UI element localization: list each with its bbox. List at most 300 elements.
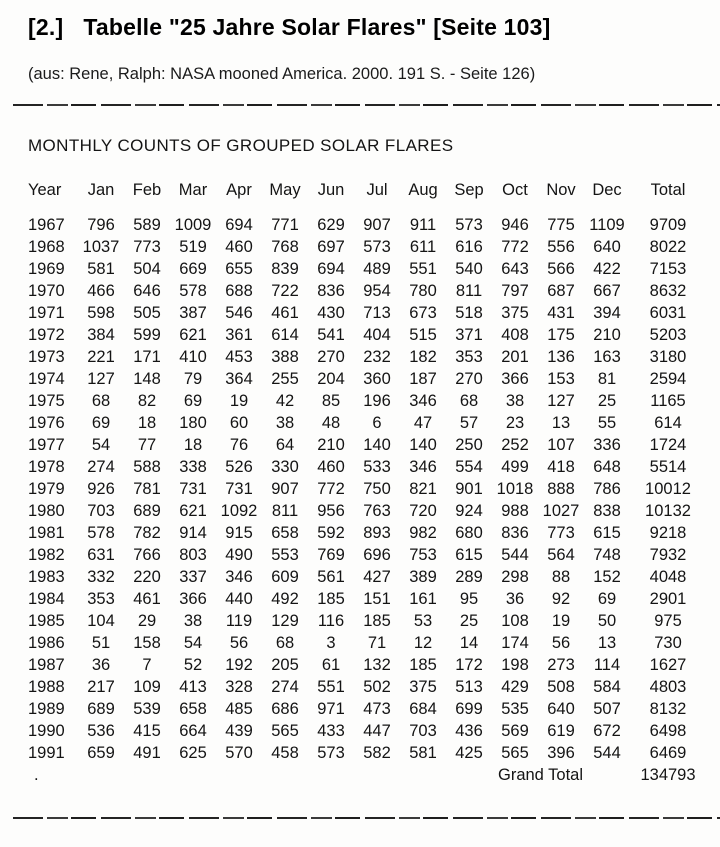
month-value-cell: 85 (321, 391, 341, 410)
month-value-cell: 688 (225, 281, 253, 300)
month-value-cell: 836 (501, 523, 529, 542)
month-value-cell: 54 (183, 633, 203, 652)
month-value-cell: 561 (317, 567, 345, 586)
month-value-cell: 553 (271, 545, 299, 564)
table-row (28, 258, 706, 280)
table-row (28, 610, 706, 632)
month-value-cell: 546 (225, 303, 253, 322)
month-value-cell: 79 (183, 369, 203, 388)
month-value-cell: 750 (363, 479, 391, 498)
total-cell: 4048 (649, 567, 687, 586)
month-value-cell: 578 (179, 281, 207, 300)
source-citation: (aus: Rene, Ralph: NASA mooned America. 2000. 191 S. - Seite 126) (28, 65, 536, 83)
month-value-cell: 490 (225, 545, 253, 564)
table-row (28, 434, 706, 456)
month-value-cell: 430 (317, 303, 345, 322)
table-row (28, 676, 706, 698)
month-value-cell: 127 (87, 369, 115, 388)
year-cell: 1969 (28, 259, 65, 278)
total-cell: 5203 (649, 325, 687, 344)
month-value-cell: 489 (363, 259, 391, 278)
month-value-cell: 697 (317, 237, 345, 256)
month-value-cell: 664 (179, 721, 207, 740)
column-header-jul: Jul (366, 181, 388, 199)
month-value-cell: 461 (133, 589, 161, 608)
month-value-cell: 508 (547, 677, 575, 696)
year-cell: 1976 (28, 413, 65, 432)
month-value-cell: 588 (133, 457, 161, 476)
month-value-cell: 703 (87, 501, 115, 520)
month-value-cell: 108 (501, 611, 529, 630)
month-value-cell: 431 (547, 303, 575, 322)
total-cell: 1627 (649, 655, 687, 674)
month-value-cell: 171 (133, 347, 161, 366)
page-title (28, 14, 706, 41)
month-value-cell: 811 (455, 281, 483, 300)
month-value-cell: 182 (409, 347, 437, 366)
month-value-cell: 64 (275, 435, 295, 454)
total-cell: 6031 (649, 303, 687, 322)
month-value-cell: 180 (179, 413, 207, 432)
table-row (28, 632, 706, 654)
month-value-cell: 57 (459, 413, 479, 432)
table-row (28, 742, 706, 764)
month-value-cell: 55 (597, 413, 617, 432)
month-value-cell: 18 (137, 413, 157, 432)
total-cell: 7932 (649, 545, 687, 564)
month-value-cell: 687 (547, 281, 575, 300)
month-value-cell: 541 (317, 325, 345, 344)
document-page (0, 14, 720, 847)
month-value-cell: 748 (593, 545, 621, 564)
divider-dashed-top (13, 104, 720, 106)
month-value-cell: 328 (225, 677, 253, 696)
year-cell: 1984 (28, 589, 65, 608)
month-value-cell: 731 (225, 479, 253, 498)
month-value-cell: 69 (91, 413, 111, 432)
grand-total-row (28, 764, 706, 786)
month-value-cell: 713 (363, 303, 391, 322)
month-value-cell: 680 (455, 523, 483, 542)
month-value-cell: 954 (363, 281, 391, 300)
month-value-cell: 205 (271, 655, 299, 674)
month-value-cell: 69 (597, 589, 617, 608)
month-value-cell: 631 (87, 545, 115, 564)
month-value-cell: 273 (547, 655, 575, 674)
month-value-cell: 375 (501, 303, 529, 322)
year-cell: 1974 (28, 369, 65, 388)
table-row (28, 478, 706, 500)
month-value-cell: 389 (409, 567, 437, 586)
month-value-cell: 578 (87, 523, 115, 542)
year-cell: 1970 (28, 281, 65, 300)
footer-spacer (78, 764, 492, 786)
month-value-cell: 104 (87, 611, 115, 630)
month-value-cell: 366 (501, 369, 529, 388)
month-value-cell: 161 (409, 589, 437, 608)
divider-dashed-bottom (13, 817, 720, 819)
month-value-cell: 185 (317, 589, 345, 608)
table-row (28, 390, 706, 412)
month-value-cell: 1092 (220, 501, 258, 520)
year-cell: 1971 (28, 303, 65, 322)
month-value-cell: 625 (179, 743, 207, 762)
month-value-cell: 394 (593, 303, 621, 322)
month-value-cell: 447 (363, 721, 391, 740)
month-value-cell: 584 (593, 677, 621, 696)
month-value-cell: 422 (593, 259, 621, 278)
month-value-cell: 611 (409, 237, 437, 256)
month-value-cell: 7 (142, 655, 152, 674)
month-value-cell: 52 (183, 655, 203, 674)
year-cell: 1978 (28, 457, 65, 476)
month-value-cell: 330 (271, 457, 299, 476)
month-value-cell: 946 (501, 215, 529, 234)
month-value-cell: 971 (317, 699, 345, 718)
month-value-cell: 38 (275, 413, 295, 432)
month-value-cell: 655 (225, 259, 253, 278)
month-value-cell: 551 (317, 677, 345, 696)
year-cell: 1986 (28, 633, 65, 652)
month-value-cell: 127 (547, 391, 575, 410)
month-value-cell: 797 (501, 281, 529, 300)
column-header-sep: Sep (454, 181, 484, 199)
month-value-cell: 50 (597, 611, 617, 630)
month-value-cell: 786 (593, 479, 621, 498)
month-value-cell: 643 (501, 259, 529, 278)
month-value-cell: 619 (547, 721, 575, 740)
month-value-cell: 346 (409, 457, 437, 476)
month-value-cell: 504 (133, 259, 161, 278)
month-value-cell: 140 (409, 435, 437, 454)
month-value-cell: 153 (547, 369, 575, 388)
month-value-cell: 731 (179, 479, 207, 498)
total-cell: 975 (654, 611, 682, 630)
month-value-cell: 772 (501, 237, 529, 256)
month-value-cell: 694 (225, 215, 253, 234)
month-value-cell: 221 (87, 347, 115, 366)
total-cell: 5514 (649, 457, 687, 476)
month-value-cell: 433 (317, 721, 345, 740)
month-value-cell: 136 (547, 347, 575, 366)
month-value-cell: 592 (317, 523, 345, 542)
month-value-cell: 60 (229, 413, 249, 432)
total-cell: 1724 (649, 435, 687, 454)
month-value-cell: 535 (501, 699, 529, 718)
month-value-cell: 255 (271, 369, 299, 388)
table-row (28, 522, 706, 544)
month-value-cell: 640 (547, 699, 575, 718)
month-value-cell: 982 (409, 523, 437, 542)
month-value-cell: 502 (363, 677, 391, 696)
month-value-cell: 210 (593, 325, 621, 344)
month-value-cell: 68 (91, 391, 111, 410)
table-row (28, 456, 706, 478)
month-value-cell: 274 (87, 457, 115, 476)
month-value-cell: 361 (225, 325, 253, 344)
total-cell: 6498 (649, 721, 687, 740)
month-value-cell: 599 (133, 325, 161, 344)
month-value-cell: 387 (179, 303, 207, 322)
month-value-cell: 54 (91, 435, 111, 454)
month-value-cell: 565 (501, 743, 529, 762)
month-value-cell: 460 (317, 457, 345, 476)
month-value-cell: 404 (363, 325, 391, 344)
month-value-cell: 425 (455, 743, 483, 762)
month-value-cell: 565 (271, 721, 299, 740)
month-value-cell: 429 (501, 677, 529, 696)
month-value-cell: 836 (317, 281, 345, 300)
month-value-cell: 69 (183, 391, 203, 410)
year-cell: 1973 (28, 347, 65, 366)
month-value-cell: 371 (455, 325, 483, 344)
month-value-cell: 901 (455, 479, 483, 498)
month-value-cell: 924 (455, 501, 483, 520)
column-header-feb: Feb (132, 181, 162, 199)
total-cell: 2594 (649, 369, 687, 388)
month-value-cell: 515 (409, 325, 437, 344)
year-cell: 1975 (28, 391, 65, 410)
month-value-cell: 38 (505, 391, 525, 410)
year-cell: 1990 (28, 721, 65, 740)
year-cell: 1985 (28, 611, 65, 630)
month-value-cell: 821 (409, 479, 437, 498)
total-cell: 7153 (649, 259, 687, 278)
year-cell: 1987 (28, 655, 65, 674)
month-value-cell: 1109 (589, 215, 625, 234)
month-value-cell: 838 (593, 501, 621, 520)
column-header-apr: Apr (226, 181, 252, 199)
year-cell: 1991 (28, 743, 65, 762)
month-value-cell: 217 (87, 677, 115, 696)
year-cell: 1977 (28, 435, 65, 454)
year-cell: 1972 (28, 325, 65, 344)
month-value-cell: 1009 (174, 215, 212, 234)
month-value-cell: 23 (505, 413, 525, 432)
month-value-cell: 274 (271, 677, 299, 696)
month-value-cell: 615 (593, 523, 621, 542)
month-value-cell: 513 (455, 677, 483, 696)
month-value-cell: 396 (547, 743, 575, 762)
month-value-cell: 453 (225, 347, 253, 366)
month-value-cell: 573 (455, 215, 483, 234)
month-value-cell: 336 (593, 435, 621, 454)
month-value-cell: 768 (271, 237, 299, 256)
month-value-cell: 518 (455, 303, 483, 322)
month-value-cell: 1027 (542, 501, 580, 520)
month-value-cell: 196 (363, 391, 391, 410)
month-value-cell: 375 (409, 677, 437, 696)
month-value-cell: 773 (133, 237, 161, 256)
table-row (28, 588, 706, 610)
column-header-jun: Jun (317, 181, 345, 199)
month-value-cell: 82 (137, 391, 157, 410)
month-value-cell: 646 (133, 281, 161, 300)
month-value-cell: 148 (133, 369, 161, 388)
month-value-cell: 658 (179, 699, 207, 718)
year-cell: 1980 (28, 501, 65, 520)
year-cell: 1983 (28, 567, 65, 586)
month-value-cell: 460 (225, 237, 253, 256)
month-value-cell: 796 (87, 215, 115, 234)
month-value-cell: 533 (363, 457, 391, 476)
month-value-cell: 673 (409, 303, 437, 322)
month-value-cell: 163 (593, 347, 621, 366)
month-value-cell: 298 (501, 567, 529, 586)
month-value-cell: 640 (593, 237, 621, 256)
month-value-cell: 658 (271, 523, 299, 542)
total-cell: 614 (654, 413, 682, 432)
month-value-cell: 61 (321, 655, 341, 674)
month-value-cell: 915 (225, 523, 253, 542)
month-value-cell: 289 (455, 567, 483, 586)
month-value-cell: 204 (317, 369, 345, 388)
month-value-cell: 507 (593, 699, 621, 718)
month-value-cell: 436 (455, 721, 483, 740)
column-header-dec: Dec (592, 181, 622, 199)
month-value-cell: 907 (271, 479, 299, 498)
month-value-cell: 232 (363, 347, 391, 366)
month-value-cell: 780 (409, 281, 437, 300)
month-value-cell: 68 (275, 633, 295, 652)
table-row (28, 566, 706, 588)
month-value-cell: 672 (593, 721, 621, 740)
month-value-cell: 573 (317, 743, 345, 762)
month-value-cell: 1018 (496, 479, 534, 498)
month-value-cell: 92 (551, 589, 571, 608)
month-value-cell: 174 (501, 633, 529, 652)
month-value-cell: 609 (271, 567, 299, 586)
month-value-cell: 720 (409, 501, 437, 520)
month-value-cell: 772 (317, 479, 345, 498)
month-value-cell: 753 (409, 545, 437, 564)
month-value-cell: 13 (597, 633, 617, 652)
month-value-cell: 25 (459, 611, 479, 630)
month-value-cell: 461 (271, 303, 299, 322)
month-value-cell: 914 (179, 523, 207, 542)
month-value-cell: 782 (133, 523, 161, 542)
table-row (28, 544, 706, 566)
month-value-cell: 47 (413, 413, 433, 432)
month-value-cell: 956 (317, 501, 345, 520)
month-value-cell: 175 (547, 325, 575, 344)
month-value-cell: 499 (501, 457, 529, 476)
month-value-cell: 201 (501, 347, 529, 366)
month-value-cell: 573 (363, 237, 391, 256)
month-value-cell: 140 (363, 435, 391, 454)
month-value-cell: 427 (363, 567, 391, 586)
column-header-aug: Aug (408, 181, 438, 199)
month-value-cell: 686 (271, 699, 299, 718)
month-value-cell: 694 (317, 259, 345, 278)
table-row (28, 698, 706, 720)
month-value-cell: 491 (133, 743, 161, 762)
month-value-cell: 775 (547, 215, 575, 234)
month-value-cell: 338 (179, 457, 207, 476)
table-heading: MONTHLY COUNTS OF GROUPED SOLAR FLARES (28, 136, 454, 155)
month-value-cell: 210 (317, 435, 345, 454)
month-value-cell: 659 (87, 743, 115, 762)
month-value-cell: 346 (225, 567, 253, 586)
month-value-cell: 621 (179, 325, 207, 344)
month-value-cell: 337 (179, 567, 207, 586)
column-header-nov: Nov (546, 181, 576, 199)
month-value-cell: 25 (597, 391, 617, 410)
month-value-cell: 703 (409, 721, 437, 740)
month-value-cell: 151 (363, 589, 391, 608)
total-cell: 10012 (645, 479, 691, 498)
month-value-cell: 598 (87, 303, 115, 322)
month-value-cell: 270 (317, 347, 345, 366)
month-value-cell: 36 (505, 589, 525, 608)
month-value-cell: 615 (455, 545, 483, 564)
month-value-cell: 773 (547, 523, 575, 542)
month-value-cell: 332 (87, 567, 115, 586)
month-value-cell: 6 (372, 413, 382, 432)
month-value-cell: 771 (271, 215, 299, 234)
total-cell: 9709 (649, 215, 687, 234)
month-value-cell: 410 (179, 347, 207, 366)
month-value-cell: 76 (229, 435, 249, 454)
month-value-cell: 48 (321, 413, 341, 432)
month-value-cell: 544 (501, 545, 529, 564)
month-value-cell: 418 (547, 457, 575, 476)
month-value-cell: 18 (183, 435, 203, 454)
table-row (28, 324, 706, 346)
month-value-cell: 888 (547, 479, 575, 498)
month-value-cell: 554 (455, 457, 483, 476)
total-cell: 730 (654, 633, 682, 652)
total-cell: 8632 (649, 281, 687, 300)
month-value-cell: 669 (179, 259, 207, 278)
month-value-cell: 648 (593, 457, 621, 476)
month-value-cell: 582 (363, 743, 391, 762)
month-value-cell: 803 (179, 545, 207, 564)
month-value-cell: 926 (87, 479, 115, 498)
month-value-cell: 56 (229, 633, 249, 652)
month-value-cell: 198 (501, 655, 529, 674)
month-value-cell: 614 (271, 325, 299, 344)
page-title-text: Tabelle "25 Jahre Solar Flares" [Seite 103] (83, 14, 551, 40)
column-header-mar: Mar (178, 181, 208, 199)
table-row (28, 280, 706, 302)
month-value-cell: 911 (409, 215, 437, 234)
total-cell: 8132 (649, 699, 687, 718)
month-value-cell: 466 (87, 281, 115, 300)
month-value-cell: 839 (271, 259, 299, 278)
month-value-cell: 13 (551, 413, 571, 432)
month-value-cell: 763 (363, 501, 391, 520)
month-value-cell: 551 (409, 259, 437, 278)
month-value-cell: 172 (455, 655, 483, 674)
year-cell: 1967 (28, 215, 65, 234)
month-value-cell: 540 (455, 259, 483, 278)
year-cell: 1979 (28, 479, 65, 498)
month-value-cell: 581 (87, 259, 115, 278)
column-header-total: Total (650, 181, 686, 199)
grand-total-label: Grand Total (498, 765, 583, 784)
column-header-oct: Oct (502, 181, 528, 199)
month-value-cell: 14 (459, 633, 479, 652)
month-value-cell: 413 (179, 677, 207, 696)
month-value-cell: 556 (547, 237, 575, 256)
month-value-cell: 439 (225, 721, 253, 740)
month-value-cell: 119 (225, 611, 253, 630)
month-value-cell: 29 (137, 611, 157, 630)
month-value-cell: 116 (317, 611, 345, 630)
table-row (28, 302, 706, 324)
month-value-cell: 988 (501, 501, 529, 520)
